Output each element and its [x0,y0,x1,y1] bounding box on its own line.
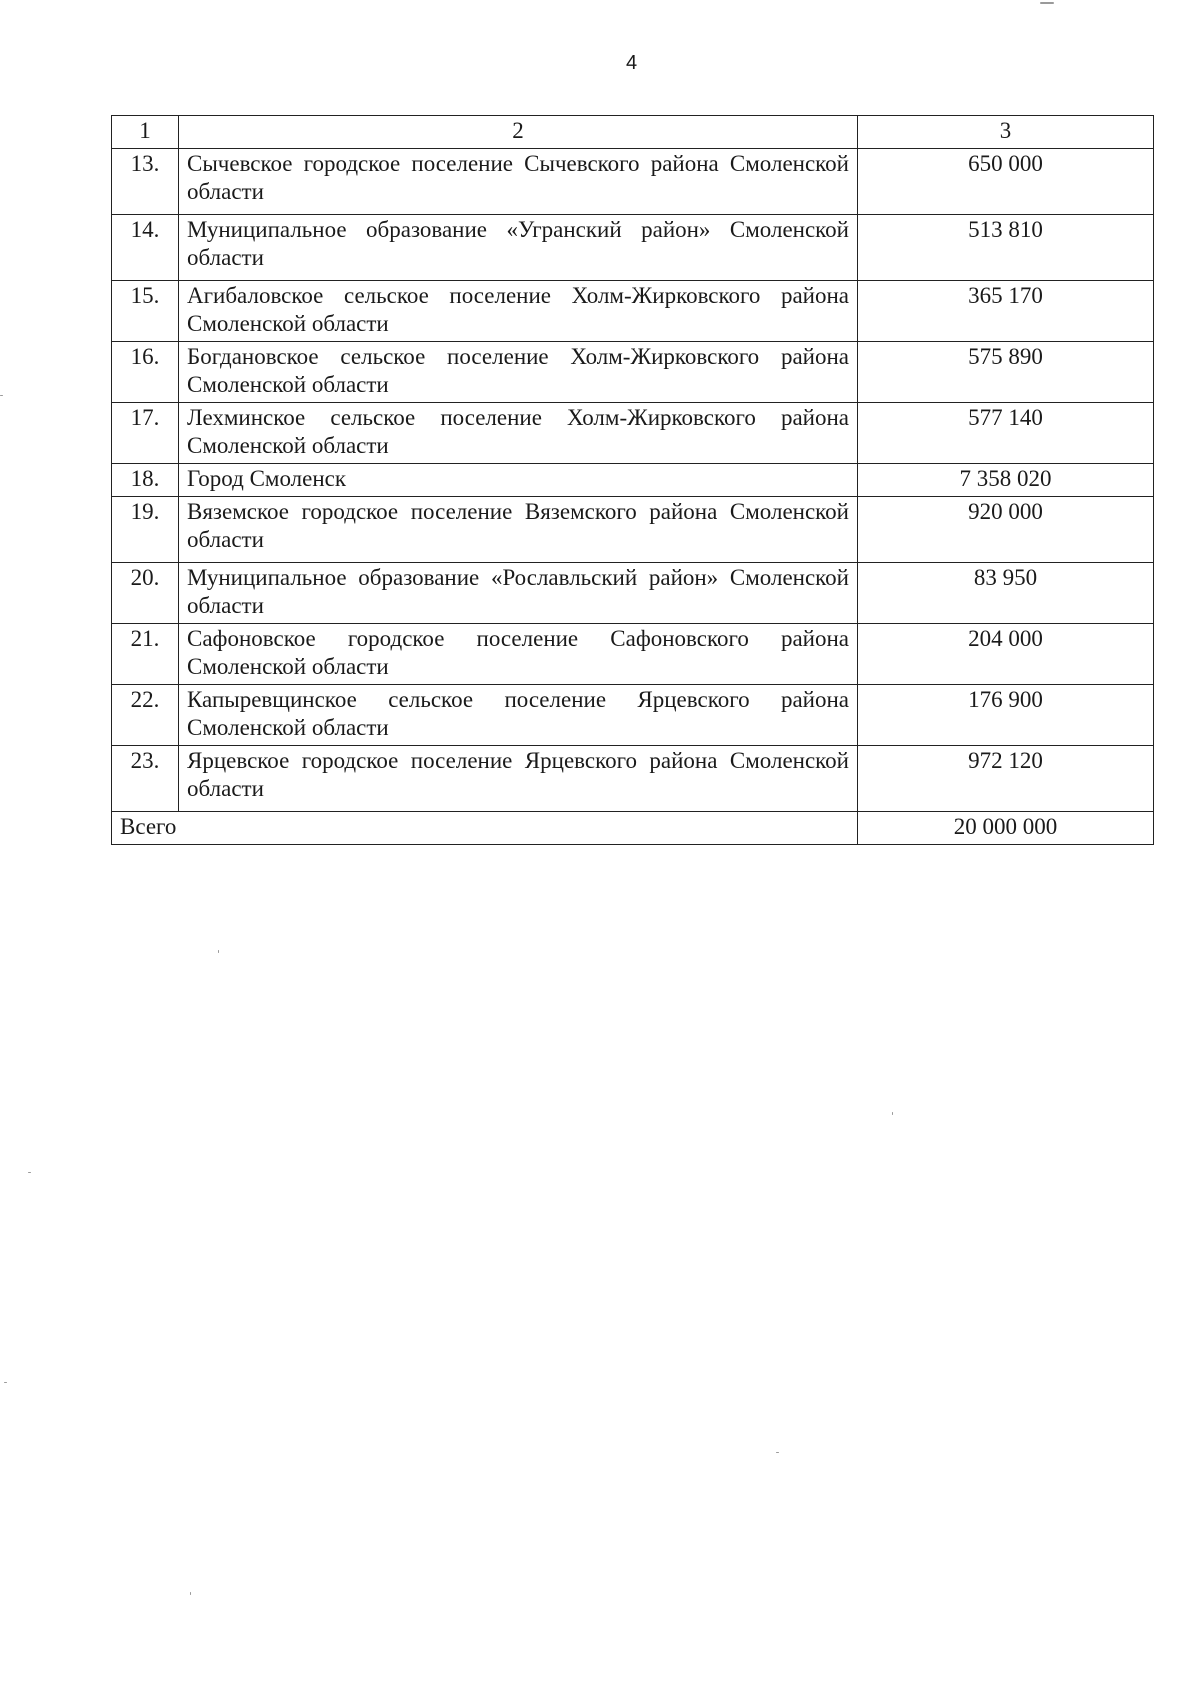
table-row [112,149,1154,215]
row-number: 18. [112,464,179,497]
column-header-3: 3 [858,116,1154,149]
table-row [112,746,1154,812]
table-row [112,685,1154,746]
table-row [112,563,1154,624]
column-header-2: 2 [179,116,858,149]
municipality-name: Агибаловское сельское поселение Холм-Жирковского района Смоленской области [179,281,858,342]
table-row [112,497,1154,563]
scan-speck [190,1592,191,1595]
row-number: 15. [112,281,179,342]
table-row [112,342,1154,403]
amount-value: 972 120 [858,746,1154,812]
table-row [112,281,1154,342]
total-row [112,812,1154,845]
table-row [112,215,1154,281]
amount-value: 920 000 [858,497,1154,563]
row-number: 13. [112,149,179,215]
table-header-row [112,116,1154,149]
row-number: 16. [112,342,179,403]
total-label: Всего [112,812,858,845]
row-number: 22. [112,685,179,746]
scan-speck [28,1172,31,1173]
scan-speck [776,1452,779,1453]
municipality-name: Муниципальное образование «Угранский район» Смоленской области [179,215,858,281]
amount-value: 365 170 [858,281,1154,342]
municipality-name: Вяземское городское поселение Вяземского района Смоленской области [179,497,858,563]
allocation-table [111,115,1154,845]
municipality-name: Муниципальное образование «Рославльский район» Смоленской области [179,563,858,624]
amount-value: 204 000 [858,624,1154,685]
municipality-name: Богдановское сельское поселение Холм-Жирковского района Смоленской области [179,342,858,403]
table-row [112,403,1154,464]
column-header-1: 1 [112,116,179,149]
amount-value: 83 950 [858,563,1154,624]
scan-speck [892,1112,893,1115]
table-row [112,624,1154,685]
municipality-name: Капыревщинское сельское поселение Ярцевского района Смоленской области [179,685,858,746]
municipality-name: Ярцевское городское поселение Ярцевского района Смоленской области [179,746,858,812]
row-number: 23. [112,746,179,812]
amount-value: 575 890 [858,342,1154,403]
amount-value: 650 000 [858,149,1154,215]
row-number: 19. [112,497,179,563]
municipality-name: Сафоновское городское поселение Сафоновского района Смоленской области [179,624,858,685]
scan-speck [4,1382,7,1383]
total-amount: 20 000 000 [858,812,1154,845]
amount-value: 176 900 [858,685,1154,746]
row-number: 20. [112,563,179,624]
table-row [112,464,1154,497]
scan-speck [1040,2,1054,4]
municipality-name: Город Смоленск [179,464,858,497]
municipality-name: Лехминское сельское поселение Холм-Жирковского района Смоленской области [179,403,858,464]
amount-value: 577 140 [858,403,1154,464]
amount-value: 7 358 020 [858,464,1154,497]
row-number: 17. [112,403,179,464]
scan-speck [218,950,219,953]
municipality-name: Сычевское городское поселение Сычевского района Смоленской области [179,149,858,215]
page-number: 4 [625,52,638,74]
row-number: 14. [112,215,179,281]
row-number: 21. [112,624,179,685]
amount-value: 513 810 [858,215,1154,281]
scan-speck [0,395,3,396]
